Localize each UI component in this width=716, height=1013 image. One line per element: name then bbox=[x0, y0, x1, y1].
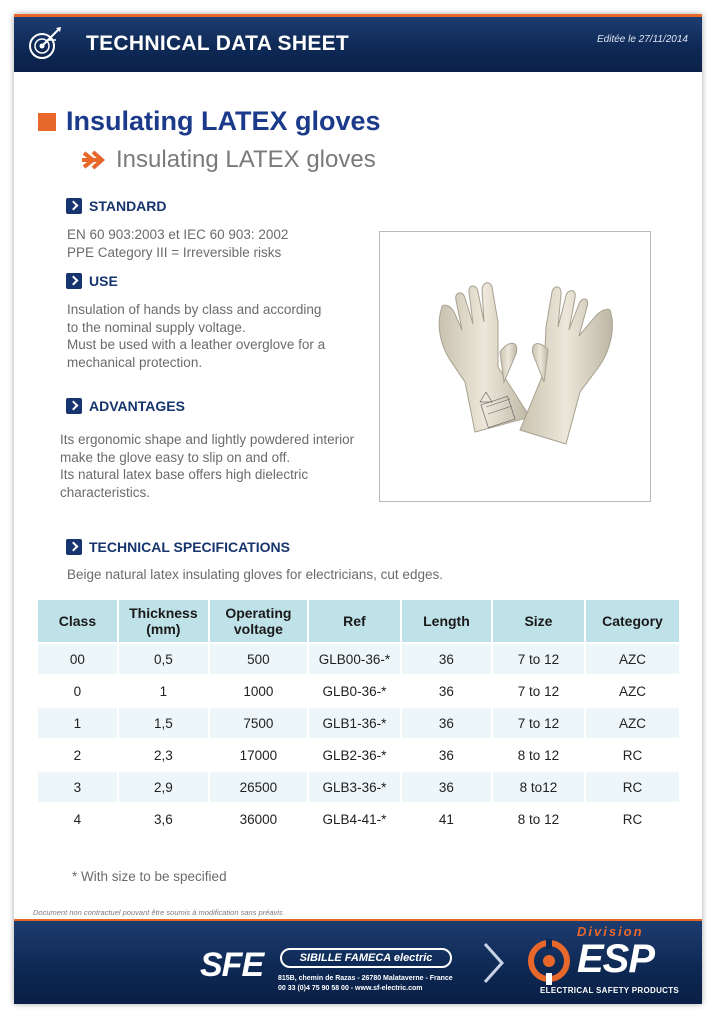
cell-class: 4 bbox=[38, 802, 119, 834]
product-title-text: Insulating LATEX gloves bbox=[66, 106, 381, 136]
header-bar bbox=[14, 14, 702, 72]
size-footnote: * With size to be specified bbox=[72, 869, 227, 884]
standard-text bbox=[67, 226, 288, 261]
cell-length: 36 bbox=[402, 674, 493, 706]
text-line: characteristics. bbox=[60, 484, 151, 500]
section-label: TECHNICAL SPECIFICATIONS bbox=[89, 539, 290, 555]
cell-voltage: 17000 bbox=[210, 738, 309, 770]
cell-length: 36 bbox=[402, 770, 493, 802]
cell-thickness: 1 bbox=[119, 674, 210, 706]
section-use-heading bbox=[66, 273, 118, 289]
address-line: 815B, chemin de Razas - 26780 Malataverne - France bbox=[278, 975, 453, 982]
cell-thickness: 2,3 bbox=[119, 738, 210, 770]
cell-size: 8 to 12 bbox=[493, 738, 586, 770]
esp-logo-text: ESP bbox=[577, 937, 655, 981]
cell-category: RC bbox=[586, 770, 679, 802]
division-label: Division bbox=[577, 924, 644, 939]
chevron-right-icon bbox=[66, 398, 82, 414]
cell-category: RC bbox=[586, 738, 679, 770]
cell-thickness: 2,9 bbox=[119, 770, 210, 802]
cell-thickness: 3,6 bbox=[119, 802, 210, 834]
sfe-address bbox=[278, 974, 453, 994]
cell-voltage: 36000 bbox=[210, 802, 309, 834]
col-header-length: Length bbox=[402, 600, 493, 642]
cell-length: 36 bbox=[402, 706, 493, 738]
cell-ref: GLB2-36-* bbox=[309, 738, 402, 770]
col-header-category: Category bbox=[586, 600, 679, 642]
cell-voltage: 1000 bbox=[210, 674, 309, 706]
table-row bbox=[38, 674, 679, 706]
text-line: Must be used with a leather overglove for a bbox=[67, 337, 326, 352]
cell-category: AZC bbox=[586, 642, 679, 674]
contact-line: 00 33 (0)4 75 90 58 00 - www.sf-electric.com bbox=[278, 985, 423, 992]
col-header-ref: Ref bbox=[309, 600, 402, 642]
table-row bbox=[38, 802, 679, 834]
product-subtitle bbox=[80, 146, 376, 174]
cell-category: RC bbox=[586, 802, 679, 834]
cell-category: AZC bbox=[586, 674, 679, 706]
text-line: EN 60 903:2003 et IEC 60 903: 2002 bbox=[67, 227, 289, 242]
arrow-right-icon bbox=[80, 149, 106, 171]
table-row bbox=[38, 770, 679, 802]
text-line: PPE Category III = Irreversible risks bbox=[67, 244, 282, 260]
header-title: TECHNICAL DATA SHEET bbox=[86, 32, 350, 55]
footer-bar bbox=[14, 919, 702, 1004]
text-line: to the nominal supply voltage. bbox=[67, 319, 246, 335]
left-glove-shape bbox=[439, 283, 530, 432]
cell-ref: GLB1-36-* bbox=[309, 706, 402, 738]
data-sheet-page bbox=[14, 14, 702, 1004]
sfe-company-name: SIBILLE FAMECA electric bbox=[280, 948, 452, 968]
cell-category: AZC bbox=[586, 706, 679, 738]
section-label: USE bbox=[89, 273, 118, 289]
footer-accent-line bbox=[14, 919, 702, 921]
cell-voltage: 7500 bbox=[210, 706, 309, 738]
table-row bbox=[38, 706, 679, 738]
text-line: make the glove easy to slip on and off. bbox=[60, 449, 291, 465]
cell-thickness: 0,5 bbox=[119, 642, 210, 674]
circuit-globe-icon bbox=[26, 26, 62, 62]
section-label: STANDARD bbox=[89, 198, 167, 214]
chevron-right-icon bbox=[66, 198, 82, 214]
chevron-right-icon bbox=[66, 539, 82, 555]
col-header-class: Class bbox=[38, 600, 119, 642]
text-line: mechanical protection. bbox=[67, 354, 203, 370]
text-line: Its ergonomic shape and lightly powdered interior bbox=[60, 432, 355, 447]
text-line: Its natural latex base offers high dielectric bbox=[60, 467, 309, 482]
sfe-logo: SFE bbox=[200, 946, 264, 984]
product-image-frame bbox=[379, 231, 651, 502]
esp-target-icon bbox=[524, 937, 574, 987]
cell-ref: GLB4-41-* bbox=[309, 802, 402, 834]
product-subtitle-text: Insulating LATEX gloves bbox=[116, 146, 376, 173]
cell-class: 0 bbox=[38, 674, 119, 706]
specifications-table bbox=[38, 600, 679, 834]
table-header-row bbox=[38, 600, 679, 642]
cell-ref: GLB00-36-* bbox=[309, 642, 402, 674]
use-text bbox=[67, 301, 325, 371]
orange-square-icon bbox=[38, 113, 56, 131]
product-title bbox=[38, 106, 381, 137]
section-label: ADVANTAGES bbox=[89, 398, 185, 414]
cell-size: 8 to 12 bbox=[493, 802, 586, 834]
section-advantages-heading bbox=[66, 398, 185, 414]
section-standard-heading bbox=[66, 198, 167, 214]
cell-length: 41 bbox=[402, 802, 493, 834]
cell-size: 7 to 12 bbox=[493, 642, 586, 674]
advantages-text bbox=[60, 431, 354, 501]
cell-class: 1 bbox=[38, 706, 119, 738]
table-row bbox=[38, 738, 679, 770]
text-line: Insulation of hands by class and according bbox=[67, 302, 322, 317]
col-header-thickness: Thickness (mm) bbox=[119, 600, 210, 642]
right-glove-shape bbox=[520, 287, 612, 444]
cell-ref: GLB0-36-* bbox=[309, 674, 402, 706]
esp-tagline: ELECTRICAL SAFETY PRODUCTS bbox=[540, 986, 680, 995]
cell-size: 8 to12 bbox=[493, 770, 586, 802]
col-header-size: Size bbox=[493, 600, 586, 642]
cell-ref: GLB3-36-* bbox=[309, 770, 402, 802]
cell-size: 7 to 12 bbox=[493, 674, 586, 706]
cell-voltage: 500 bbox=[210, 642, 309, 674]
edition-date: Editée le 27/11/2014 bbox=[596, 34, 688, 45]
cell-length: 36 bbox=[402, 738, 493, 770]
disclaimer-text: Document non contractuel pouvant être soumis à modification sans préavis bbox=[33, 908, 283, 917]
cell-class: 2 bbox=[38, 738, 119, 770]
section-specs-heading bbox=[66, 539, 290, 555]
cell-class: 3 bbox=[38, 770, 119, 802]
gloves-image bbox=[380, 232, 650, 501]
cell-thickness: 1,5 bbox=[119, 706, 210, 738]
chevron-right-icon bbox=[66, 273, 82, 289]
table-row bbox=[38, 642, 679, 674]
specs-description: Beige natural latex insulating gloves for electricians, cut edges. bbox=[67, 567, 443, 582]
col-header-voltage: Operating voltage bbox=[210, 600, 309, 642]
chevron-right-icon bbox=[482, 941, 506, 985]
cell-length: 36 bbox=[402, 642, 493, 674]
cell-size: 7 to 12 bbox=[493, 706, 586, 738]
header-accent-line bbox=[14, 14, 702, 17]
cell-class: 00 bbox=[38, 642, 119, 674]
cell-voltage: 26500 bbox=[210, 770, 309, 802]
